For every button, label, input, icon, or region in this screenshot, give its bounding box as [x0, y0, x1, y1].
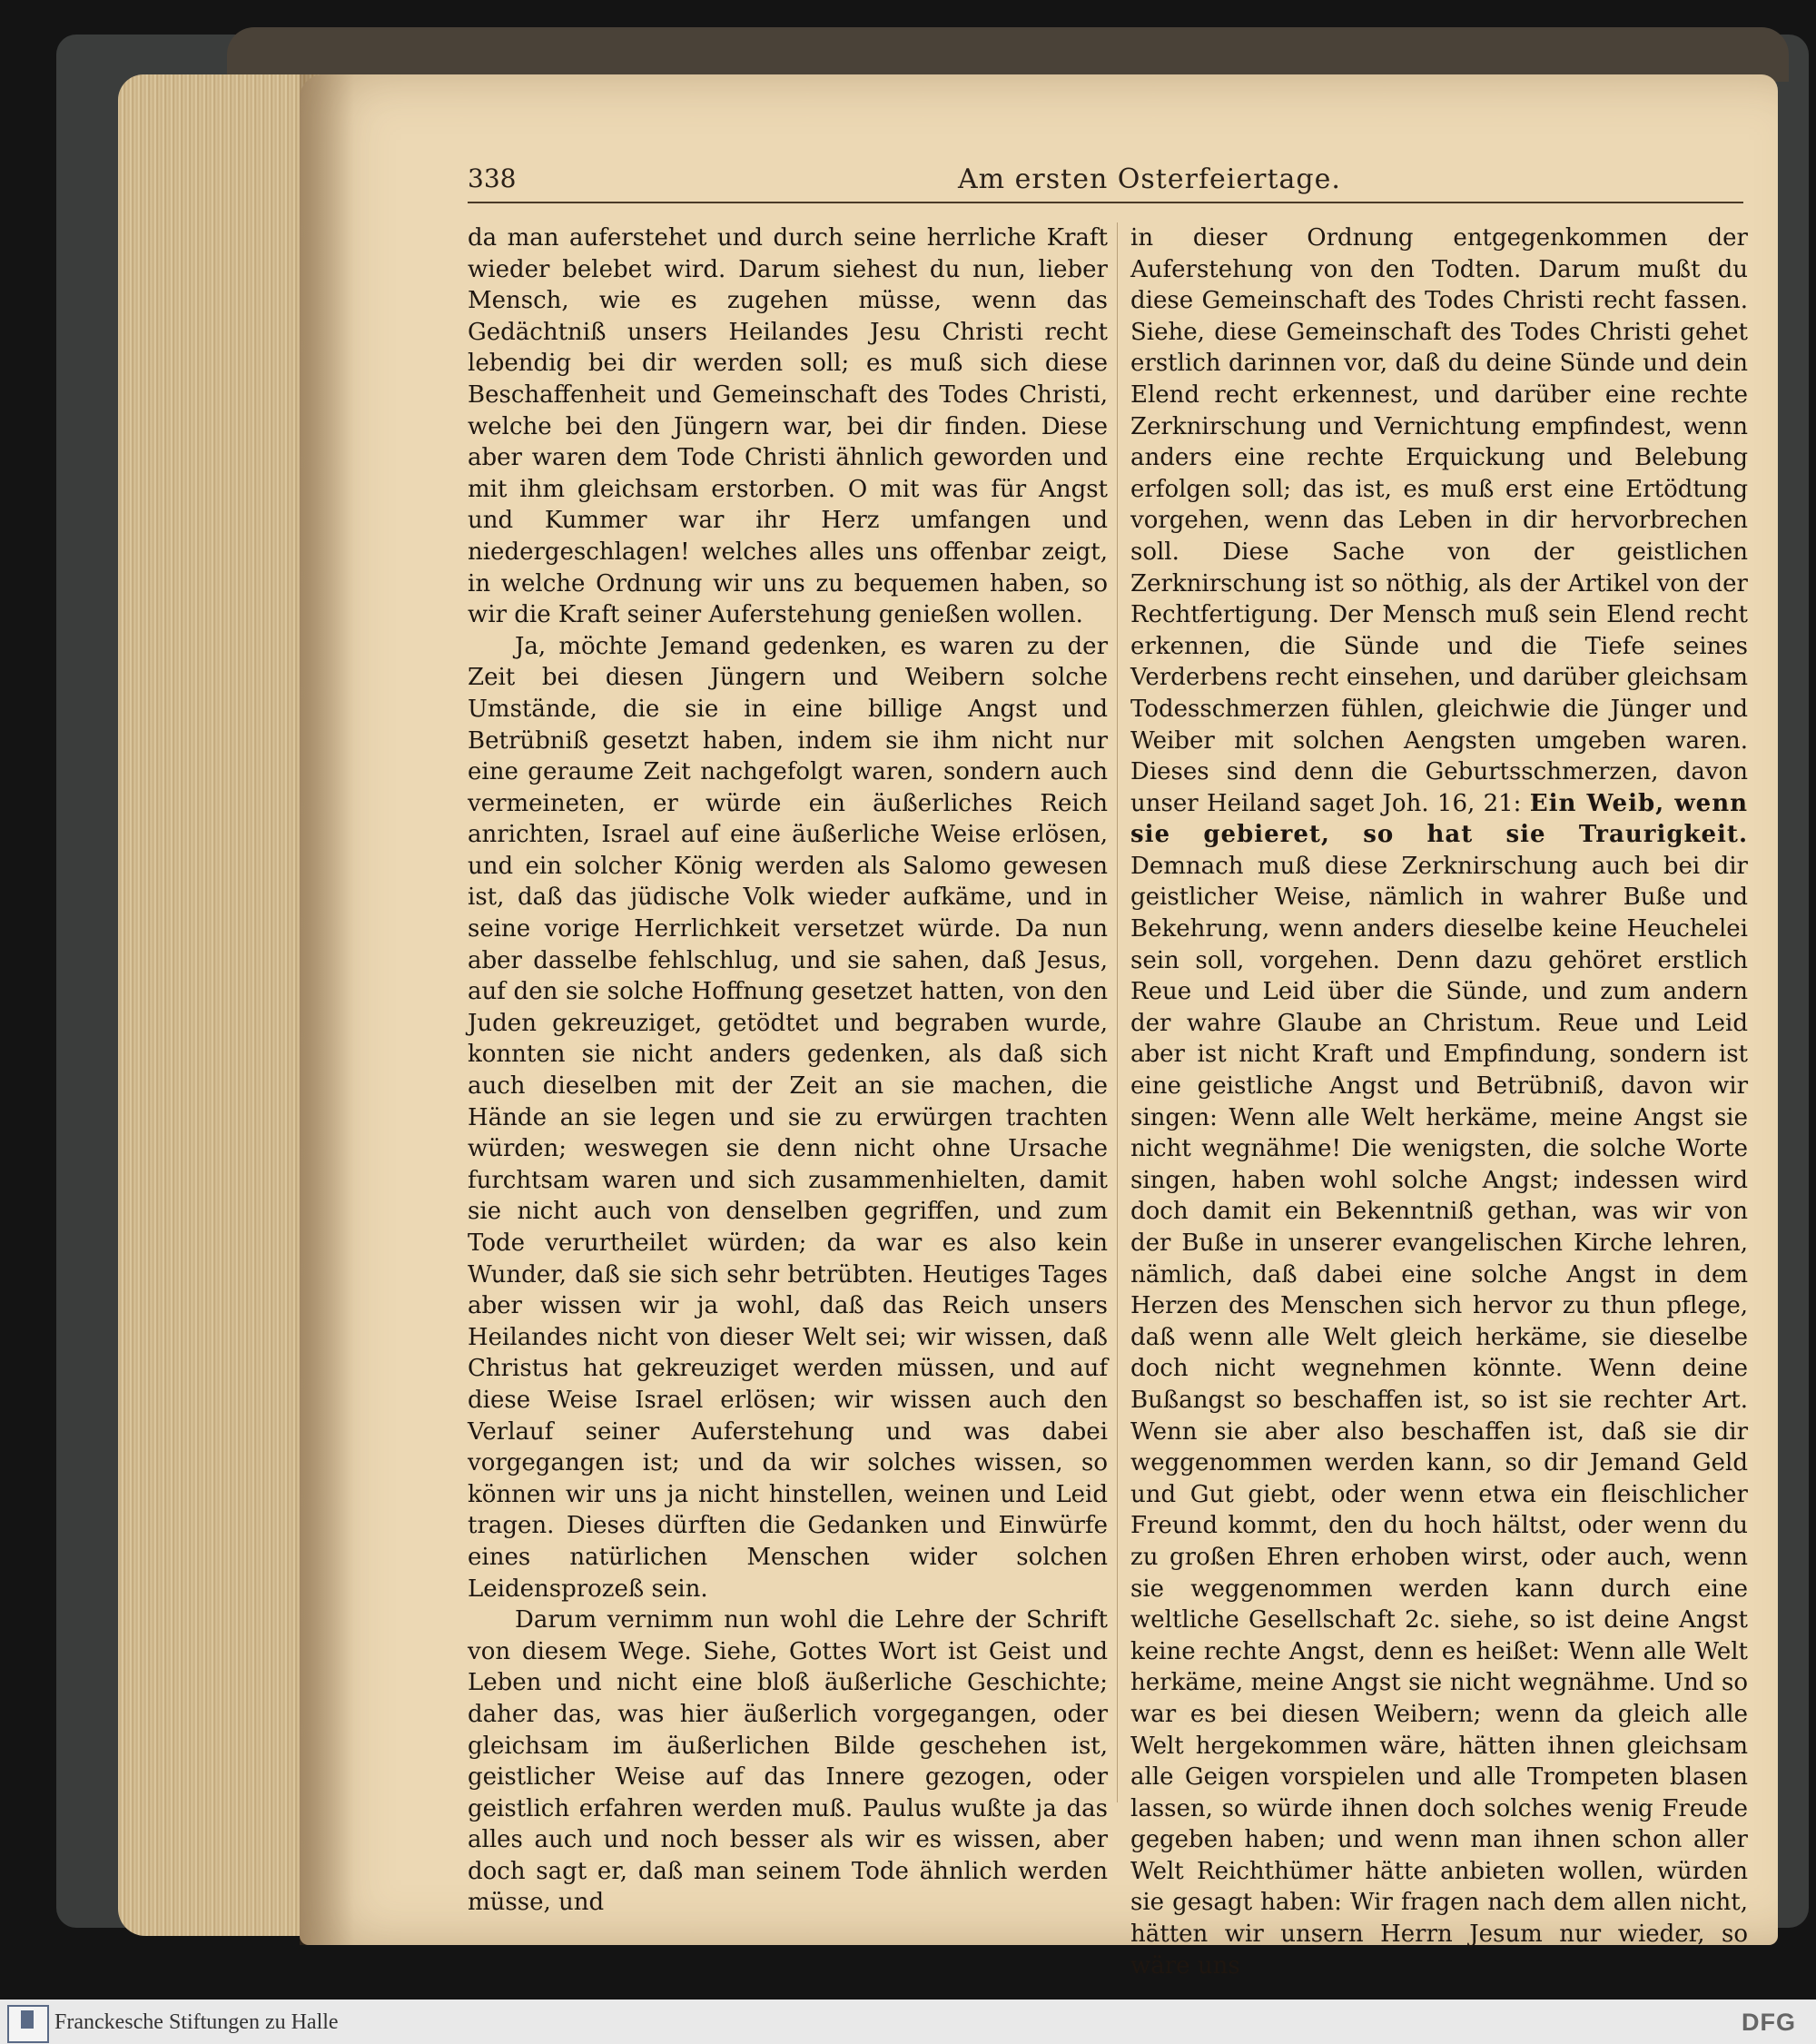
paragraph: da man auferstehet und durch seine herrliche Kraft wieder belebet wird. Darum siehest du nun, lieber Mensch, wie es zugehen müsse, wenn das Gedächtniß unsers Heilandes Jesu Christi recht lebendig bei dir werden soll; es muß sich diese Beschaffenheit und Gemeinschaft des Todes Christi, welche bei den Jüngern war, bei dir finden. Diese aber waren dem Tode Christi ähnlich geworden und mit ihm gleichsam erstorben. O mit was für Angst und Kummer war ihr Herz umfangen und niedergeschlagen! welches alles uns offenbar zeigt, in welche Ordnung wir uns zu bequemen haben, so wir die Kraft seiner Auferstehung genießen wollen. [468, 224, 1108, 629]
page-gutter-shadow [300, 74, 354, 1945]
header-rule [468, 202, 1743, 203]
institution-logo-icon [7, 2005, 49, 2043]
page-header [468, 163, 1748, 200]
viewer-footer [0, 2000, 1816, 2044]
text-run: Demnach muß diese Zerknirschung auch bei dir geistlicher Weise, nämlich in wahrer Buße und Bekehrung, wenn anders dieselbe keine Heuchelei sein soll, vorgehen. Denn dazu gehöret erstlich Reue und Leid über die Sünde, und zum andern der wahre Glaube an Christum. Reue und Leid aber ist nicht Kraft und Empfindung, sondern ist eine geistliche Angst und Betrübniß, davon wir singen: Wenn alle Welt herkäme, meine Angst sie nicht wegnähme! Die wenigsten, die solche Worte singen, haben wohl solche Angst; indessen wird doch damit ein Bekenntniß gethan, was wir von der Buße in unserer evangelischen Kirche lehren, nämlich, daß dabei eine solche Angst in dem Herzen des Menschen sich hervor zu thun pflege, daß wenn alle Welt gleich herkäme, sie dieselbe doch nicht wegnehmen könnte. Wenn deine Bußangst so beschaffen ist, so ist sie rechter Art. Wenn sie aber also beschaffen ist, daß sie dir weggenommen werden kann, so dir Jemand Geld und Gut giebt, oder wenn etwa ein fleischlicher Freund kommt, den du hoch hältst, oder wenn du zu großen Ehren erhoben wirst, oder auch, wenn sie weggenommen werden kann durch eine weltliche Gesellschaft 2c. siehe, so ist deine Angst keine rechte Angst, denn es heißet: Wenn alle Welt herkäme, meine Angst sie nicht wegnähme. Und so war es bei diesen Weibern; wenn da gleich alle Welt hergekommen wäre, hätten ihnen gleichsam alle Geigen vorspielen und alle Trompeten blasen lassen, so würde ihnen doch solches wenig Freude gegeben haben; und wenn man ihnen schon aller Welt Reichthümer hätte anbieten wollen, würden sie gesagt haben: Wir fragen nach dem allen nicht, hätten wir unsern Herrn Jesum nur wieder, so wäre uns [1130, 852, 1748, 1980]
column-separator [1117, 222, 1118, 1802]
page-number: 338 [468, 163, 517, 193]
book-cover-top [227, 27, 1789, 82]
emphasized-quote: Ein Weib, wenn sie gebieret, so hat sie Traurigkeit. [1130, 789, 1749, 849]
paragraph: Darum vernimm nun wohl die Lehre der Schrift von diesem Wege. Siehe, Gottes Wort ist Geist und Leben und nicht eine bloß äußerliche Geschichte; daher das, was hier äußerlich vorgegangen, oder gleichsam im äußerlichen Bilde geschehen ist, geistlicher Weise auf das Innere gezogen, oder geistlich erfahren werden muß. Paulus wußte ja das alles auch und noch besser als wir es wissen, aber doch sagt er, daß man seinem Tode ähnlich werden müsse, und [468, 1606, 1108, 1917]
running-title: Am ersten Osterfeiertage. [958, 163, 1341, 195]
paragraph [1130, 222, 1748, 1981]
left-column [468, 222, 1108, 1919]
right-column [1130, 222, 1748, 1981]
paragraph: Ja, möchte Jemand gedenken, es waren zu der Zeit bei diesen Jüngern und Weibern solche Umstände, die sie in eine billige Angst und Betrübniß gesetzt haben, indem sie ihm nicht nur eine geraume Zeit nachgefolgt waren, sondern auch vermeineten, er würde ein äußerliches Reich anrichten, Israel auf eine äußerliche Weise erlösen, und ein solcher König werden als Salomo gewesen ist, daß das jüdische Volk wieder aufkäme, und in seine vorige Herrlichkeit versetzet würde. Da nun aber dasselbe fehlschlug, und sie sahen, daß Jesus, auf den sie solche Hoffnung gesetzet hatten, von den Juden gekreuziget, getödtet und begraben wurde, konnten sie nicht anders gedenken, als daß sich auch dieselben mit der Zeit an sie machen, die Hände an sie legen und sie zu erwürgen trachten würden; weswegen sie denn nicht ohne Ursache furchtsam waren und sich zusammenhielten, damit sie nicht auch von denselben gegriffen, und zum Tode verurtheilet würden; da war es also kein Wunder, daß sie sich sehr betrübten. Heutiges Tages aber wissen wir ja wohl, daß das Reich unsers Heilandes nicht von dieser Welt sei; wir wissen, daß Christus hat gekreuziget werden müssen, und auf diese Weise Israel erlösen; wir wissen auch den Verlauf seiner Auferstehung und was dabei vorgegangen ist; und da wir solches wissen, so können wir uns ja nicht hinstellen, weinen und Leid tragen. Dieses dürften die Gedanken und Einwürfe eines natürlichen Menschen wider solchen Leidensprozeß sein. [468, 632, 1108, 1603]
dfg-logo: DFG [1742, 2009, 1796, 2036]
institution-name: Franckesche Stiftungen zu Halle [54, 2010, 339, 2034]
text-run: in dieser Ordnung entgegenkommen der Auferstehung von den Todten. Darum mußt du diese Gemeinschaft des Todes Christi recht fassen. Siehe, diese Gemeinschaft des Todes Christi gehet erstlich darinnen vor, daß du deine Sünde und dein Elend recht erkennest, und darüber eine rechte Zerknirschung und Vernichtung empfindest, wenn anders eine rechte Erquickung und Belebung erfolgen soll; das ist, es muß erst eine Ertödtung vorgehen, wenn das Leben in dir hervorbrechen soll. Diese Sache von der geistlichen Zerknirschung ist so nöthig, als der Artikel von der Rechtfertigung. Der Mensch muß sein Elend recht erkennen, die Sünde und die Tiefe seines Verderbens recht einsehen, und darüber gleichsam Todesschmerzen fühlen, gleichwie die Jünger und Weiber mit solchen Aengsten umgeben waren. Dieses sind denn die Geburtsschmerzen, davon unser Heiland saget Joh. 16, 21: [1130, 224, 1748, 817]
